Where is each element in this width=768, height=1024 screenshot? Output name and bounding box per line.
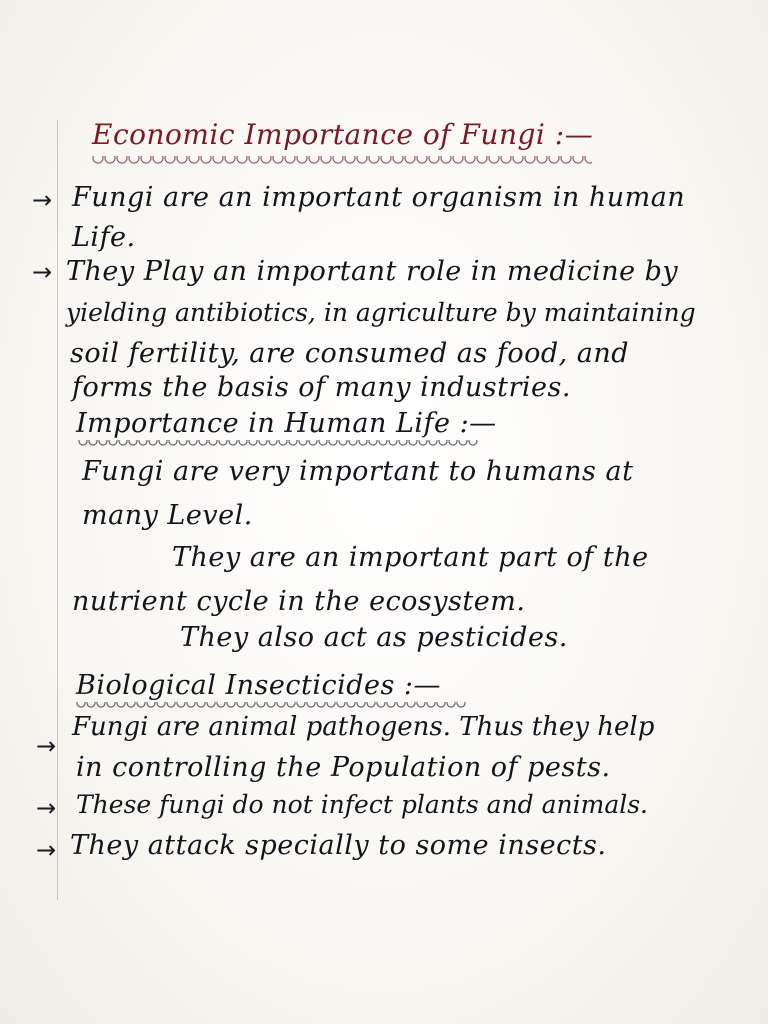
arrow-bullet-icon: →: [32, 258, 53, 286]
section2-line2: many Level.: [82, 500, 253, 531]
page-title: Economic Importance of Fungi :—: [92, 118, 594, 151]
section3-heading: Biological Insecticides :—: [76, 670, 442, 701]
title-underline: [92, 156, 592, 166]
section2-line1: Fungi are very important to humans at: [82, 456, 634, 487]
point2-line1: They Play an important role in medicine by: [66, 256, 679, 287]
point2-line3: soil fertility, are consumed as food, and: [70, 338, 630, 369]
section2-line4: nutrient cycle in the ecosystem.: [72, 586, 526, 617]
section2-heading: Importance in Human Life :—: [76, 408, 497, 439]
section3-line4: They attack specially to some insects.: [70, 830, 607, 861]
section2-line5: They also act as pesticides.: [180, 622, 568, 653]
arrow-bullet-icon: →: [36, 794, 57, 822]
point1-line1: Fungi are an important organism in human: [72, 182, 686, 213]
section3-line2: in controlling the Population of pests.: [76, 752, 611, 783]
margin-line: [57, 120, 58, 900]
arrow-bullet-icon: →: [36, 836, 57, 864]
section2-line3: They are an important part of the: [172, 542, 649, 573]
section2-heading-underline: [78, 440, 478, 448]
section3-line1: Fungi are animal pathogens. Thus they help: [72, 712, 655, 742]
section3-line3: These fungi do not infect plants and animals.: [76, 790, 648, 819]
point2-line2: yielding antibiotics, in agriculture by maintaining: [66, 298, 696, 327]
arrow-bullet-icon: →: [32, 186, 53, 214]
point1-line2: Life.: [72, 222, 136, 253]
point2-line4: forms the basis of many industries.: [72, 372, 571, 403]
section3-heading-underline: [76, 702, 466, 710]
arrow-bullet-icon: →: [36, 732, 57, 760]
